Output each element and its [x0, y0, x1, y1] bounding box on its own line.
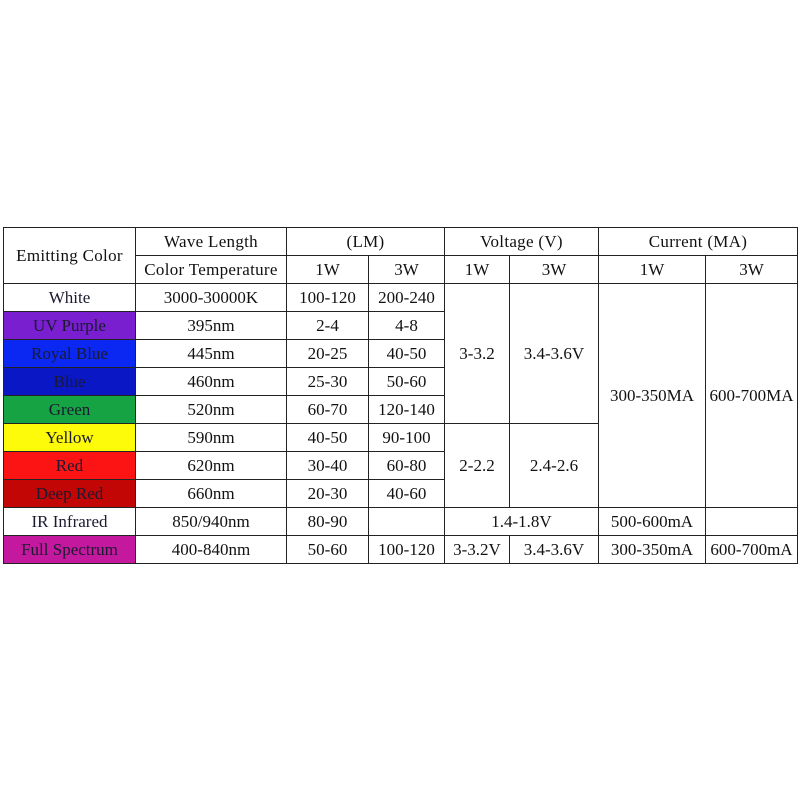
header-voltage-1w: 1W	[445, 256, 510, 284]
header-lm: (LM)	[287, 228, 445, 256]
lm-1w: 20-25	[287, 340, 369, 368]
current-1w-ir: 500-600mA	[599, 508, 706, 536]
wave-length: 400-840nm	[136, 536, 287, 564]
header-current: Current (MA)	[599, 228, 798, 256]
wave-length: 445nm	[136, 340, 287, 368]
wave-length: 590nm	[136, 424, 287, 452]
header-row-1	[4, 228, 798, 256]
lm-1w: 25-30	[287, 368, 369, 396]
color-name: White	[4, 284, 136, 312]
lm-3w: 100-120	[369, 536, 445, 564]
lm-1w: 2-4	[287, 312, 369, 340]
header-wave-length: Wave Length	[136, 228, 287, 256]
wave-length: 660nm	[136, 480, 287, 508]
wave-length: 850/940nm	[136, 508, 287, 536]
voltage-3w-group-a: 3.4-3.6V	[510, 284, 599, 424]
lm-1w: 20-30	[287, 480, 369, 508]
current-3w-full: 600-700mA	[706, 536, 798, 564]
lm-1w: 50-60	[287, 536, 369, 564]
led-spec-table	[3, 227, 798, 564]
header-lm-3w: 3W	[369, 256, 445, 284]
color-name: Yellow	[4, 424, 136, 452]
voltage-ir: 1.4-1.8V	[445, 508, 599, 536]
header-emitting-color: Emitting Color	[4, 228, 136, 284]
header-voltage: Voltage (V)	[445, 228, 599, 256]
color-name: IR Infrared	[4, 508, 136, 536]
table-row	[4, 536, 798, 564]
lm-3w	[369, 508, 445, 536]
lm-3w: 40-60	[369, 480, 445, 508]
color-name: Royal Blue	[4, 340, 136, 368]
header-lm-1w: 1W	[287, 256, 369, 284]
header-current-3w: 3W	[706, 256, 798, 284]
lm-3w: 90-100	[369, 424, 445, 452]
voltage-3w-group-b: 2.4-2.6	[510, 424, 599, 508]
table-row	[4, 508, 798, 536]
lm-1w: 60-70	[287, 396, 369, 424]
color-name: Deep Red	[4, 480, 136, 508]
lm-1w: 30-40	[287, 452, 369, 480]
lm-3w: 120-140	[369, 396, 445, 424]
voltage-1w-group-a: 3-3.2	[445, 284, 510, 424]
lm-1w: 40-50	[287, 424, 369, 452]
wave-length: 460nm	[136, 368, 287, 396]
voltage-1w-group-b: 2-2.2	[445, 424, 510, 508]
voltage-1w-full: 3-3.2V	[445, 536, 510, 564]
wave-length: 395nm	[136, 312, 287, 340]
color-name: Red	[4, 452, 136, 480]
header-current-1w: 1W	[599, 256, 706, 284]
color-name: Blue	[4, 368, 136, 396]
wave-length: 620nm	[136, 452, 287, 480]
current-3w-main: 600-700MA	[706, 284, 798, 508]
header-color-temperature: Color Temperature	[136, 256, 287, 284]
wave-length: 3000-30000K	[136, 284, 287, 312]
color-name: Green	[4, 396, 136, 424]
lm-3w: 50-60	[369, 368, 445, 396]
lm-3w: 4-8	[369, 312, 445, 340]
lm-3w: 200-240	[369, 284, 445, 312]
color-name: UV Purple	[4, 312, 136, 340]
current-3w-ir	[706, 508, 798, 536]
wave-length: 520nm	[136, 396, 287, 424]
lm-1w: 80-90	[287, 508, 369, 536]
lm-1w: 100-120	[287, 284, 369, 312]
current-1w-full: 300-350mA	[599, 536, 706, 564]
voltage-3w-full: 3.4-3.6V	[510, 536, 599, 564]
current-1w-main: 300-350MA	[599, 284, 706, 508]
table-row	[4, 284, 798, 312]
lm-3w: 40-50	[369, 340, 445, 368]
lm-3w: 60-80	[369, 452, 445, 480]
color-name: Full Spectrum	[4, 536, 136, 564]
header-voltage-3w: 3W	[510, 256, 599, 284]
